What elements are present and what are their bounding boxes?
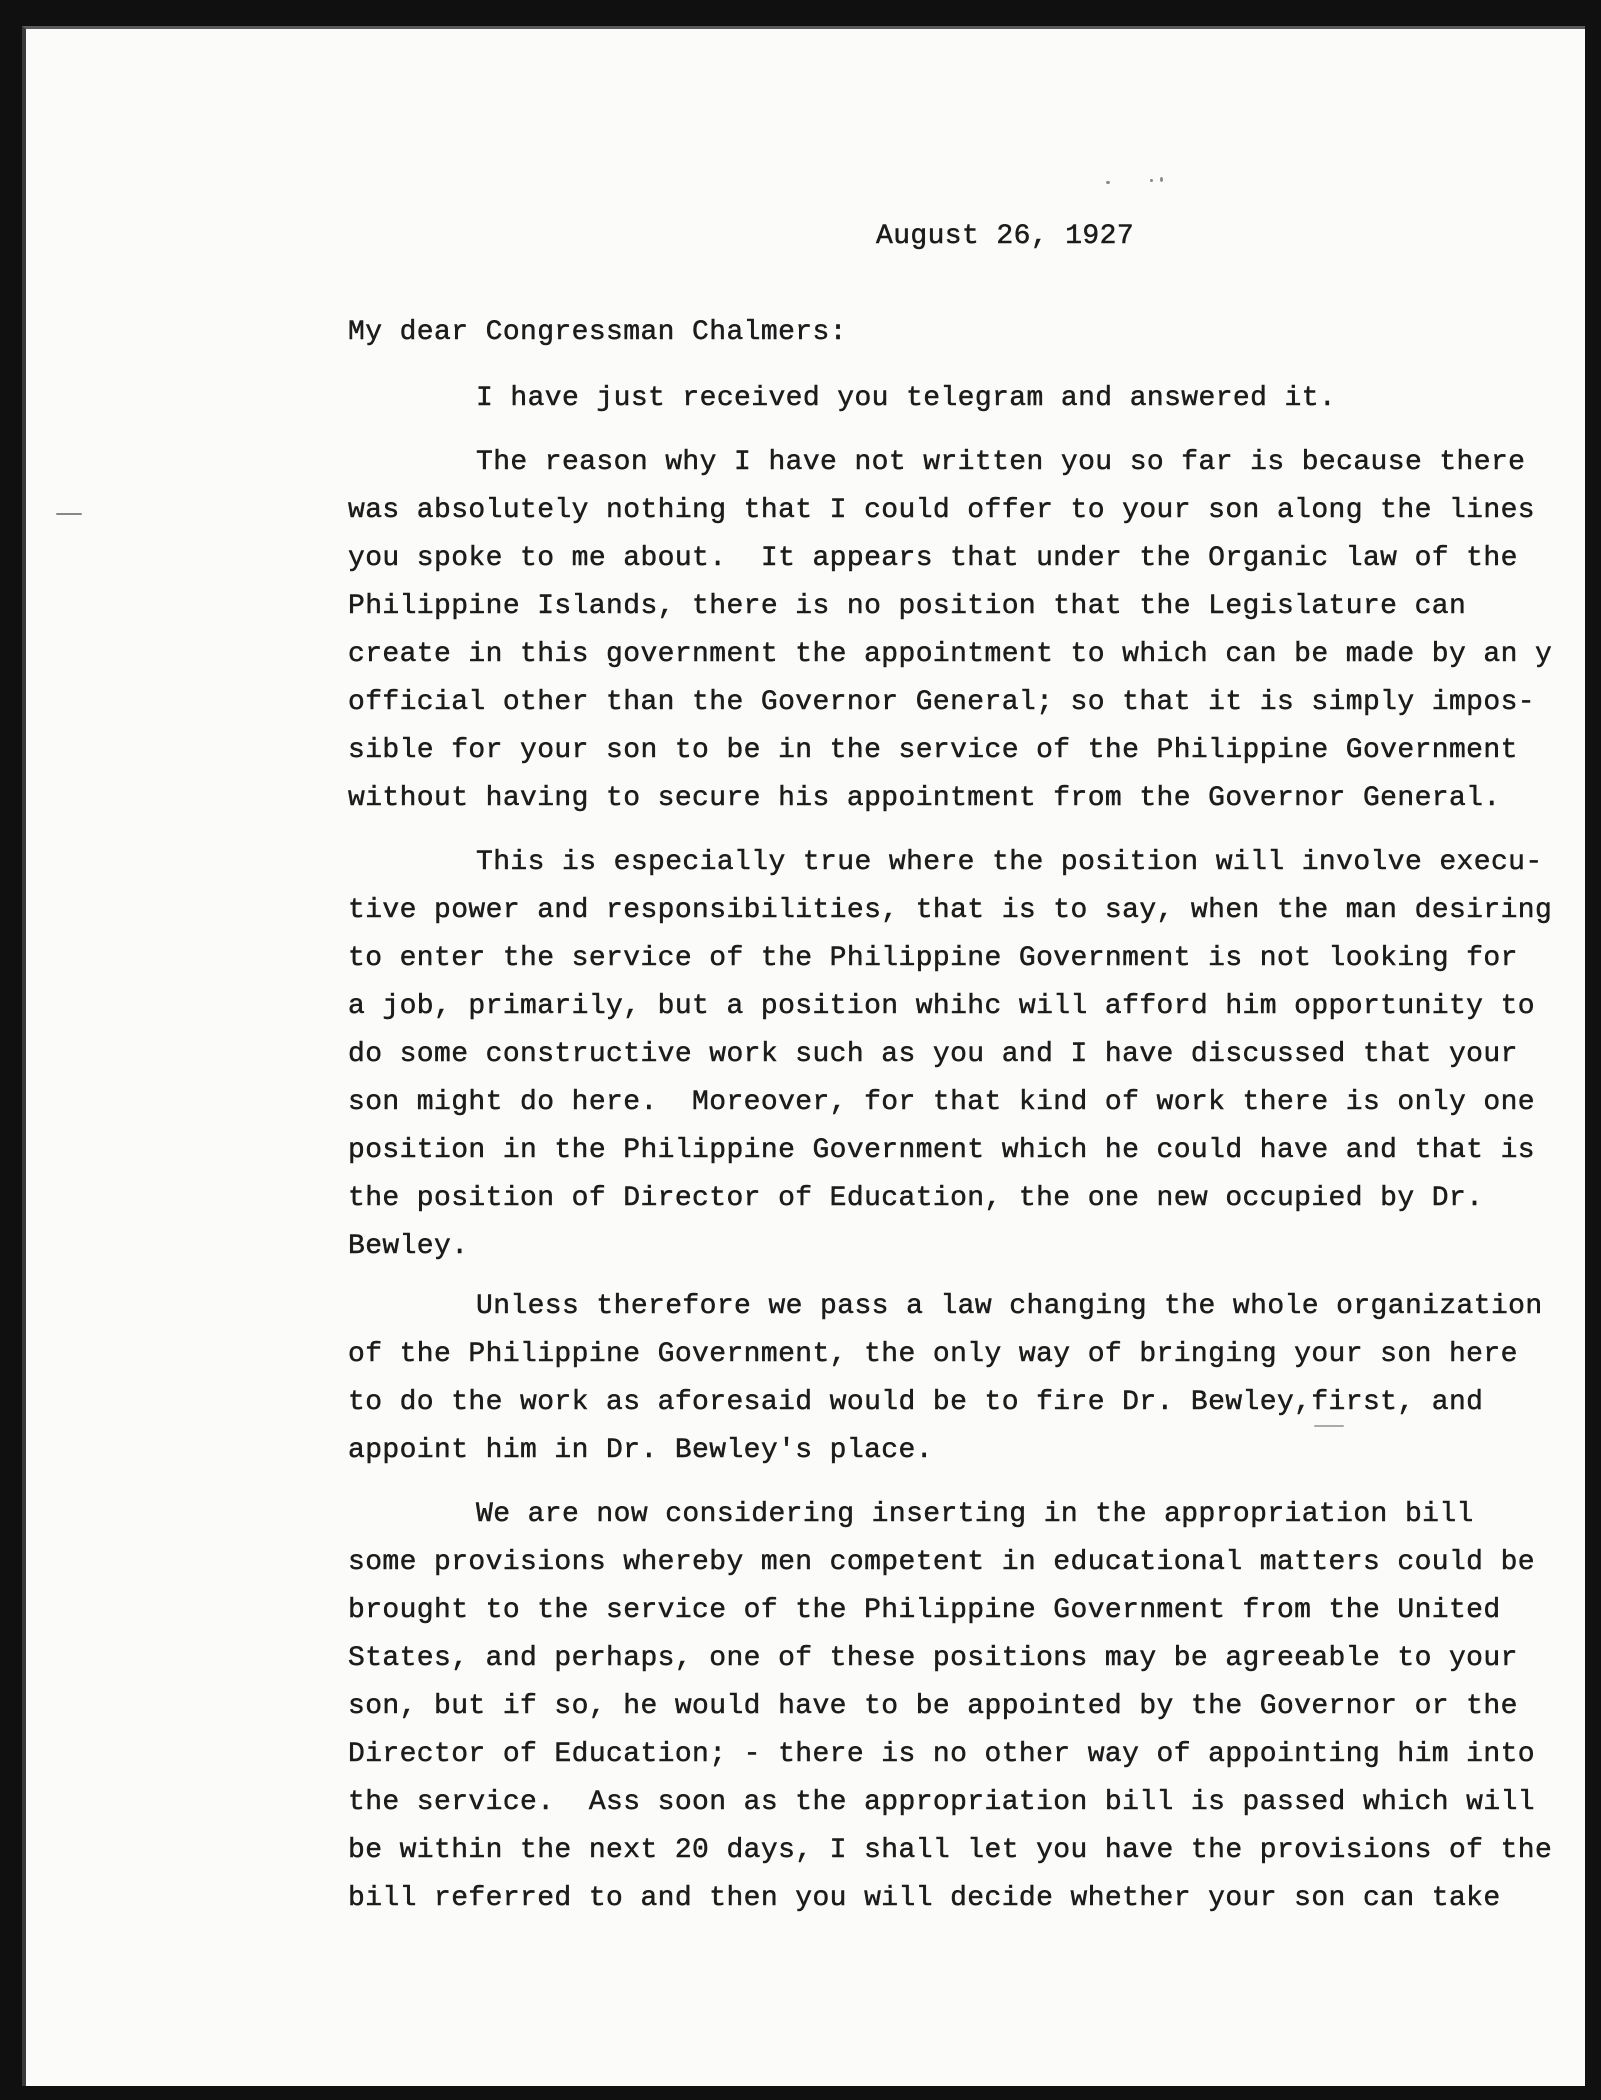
paragraph-line: the service. Ass soon as the appropriation bill is passed which will [348,1787,1535,1818]
paragraph-line: position in the Philippine Government which he could have and that is [348,1135,1535,1166]
paragraph-line: Director of Education; - there is no other way of appointing him into [348,1739,1535,1770]
paragraph-line: to enter the service of the Philippine Government is not looking for [348,943,1518,974]
scan-speck [1160,177,1163,182]
paragraph-line: brought to the service of the Philippine Government from the United [348,1595,1501,1626]
paragraph-line: be within the next 20 days, I shall let you have the provisions of the [348,1835,1553,1866]
letter-page [22,26,1585,2086]
paragraph-line: of the Philippine Government, the only way of bringing your son here [348,1339,1518,1370]
paragraph-3 [348,839,1553,1271]
paragraph-line: the position of Director of Education, the one new occupied by Dr. [348,1183,1484,1214]
paragraph-line: Unless therefore we pass a law changing the whole organization [476,1291,1543,1322]
paragraph-line: son might do here. Moreover, for that kind of work there is only one [348,1087,1535,1118]
paragraph-line: create in this government the appointment to which can be made by an y [348,639,1553,670]
paragraph-line: a job, primarily, but a position whihc will afford him opportunity to [348,991,1535,1022]
scan-speck [1150,179,1153,182]
paragraph-line: without having to secure his appointment from the Governor General. [348,783,1501,814]
paragraph-line: States, and perhaps, one of these positions may be agreeable to your [348,1643,1518,1674]
paragraph-line: I have just received you telegram and answered it. [476,383,1337,414]
paragraph-line: official other than the Governor General; so that it is simply impos- [348,687,1535,718]
scan-speck [1106,181,1110,184]
paragraph-line: to do the work as aforesaid would be to fire Dr. Bewley,first, and [348,1387,1484,1418]
salutation: My dear Congressman Chalmers: [348,317,847,348]
paragraph-line: Bewley. [348,1231,469,1262]
paragraph-line: bill referred to and then you will decide whether your son can take [348,1883,1501,1914]
paragraph-2 [348,439,1553,823]
paragraph-line: was absolutely nothing that I could offer to your son along the lines [348,495,1535,526]
paragraph-line: We are now considering inserting in the appropriation bill [476,1499,1474,1530]
paragraph-line: tive power and responsibilities, that is to say, when the man desiring [348,895,1553,926]
paragraph-line: Philippine Islands, there is no position that the Legislature can [348,591,1467,622]
paragraph-line: The reason why I have not written you so far is because there [476,447,1526,478]
paragraph-line: This is especially true where the position will involve execu- [476,847,1543,878]
scan-speck [56,513,82,515]
letter-date: August 26, 1927 [876,221,1135,252]
paragraph-line: do some constructive work such as you and I have discussed that your [348,1039,1518,1070]
paragraph-line: son, but if so, he would have to be appointed by the Governor or the [348,1691,1518,1722]
paragraph-line: some provisions whereby men competent in educational matters could be [348,1547,1535,1578]
paragraph-line: you spoke to me about. It appears that under the Organic law of the [348,543,1518,574]
paragraph-4 [348,1283,1543,1475]
paragraph-5 [348,1491,1553,1923]
paragraph-line: sible for your son to be in the service of the Philippine Government [348,735,1518,766]
paragraph-1 [348,375,1498,423]
paragraph-line: appoint him in Dr. Bewley's place. [348,1435,933,1466]
